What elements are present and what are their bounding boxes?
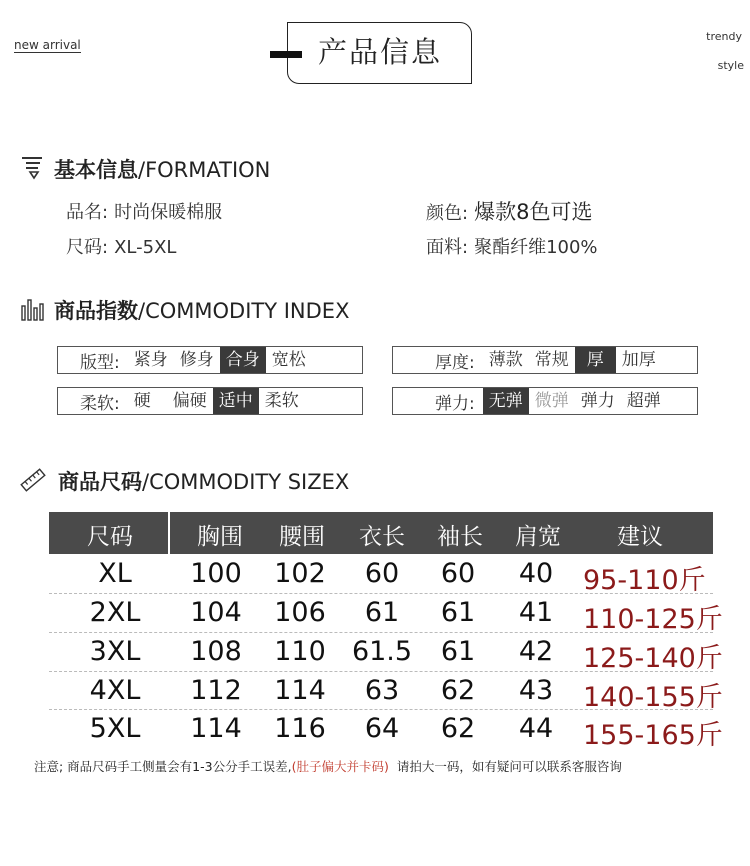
cell-size: 4XL (89, 675, 141, 706)
bar-chart-icon (20, 296, 46, 322)
cell-sleeve: 60 (440, 558, 476, 589)
softness-option: 柔软 (264, 391, 299, 411)
commodity-index-heading: 商品指数/COMMODITY INDEX (54, 299, 350, 323)
cell-chest: 100 (190, 558, 242, 589)
cell-chest: 104 (190, 597, 242, 628)
thickness-option: 常规 (534, 350, 569, 370)
fit-index: 版型: 紧身 修身 合身 宽松 (57, 346, 363, 374)
fit-option: 宽松 (271, 350, 306, 370)
size-range-row: 尺码: XL-5XL (66, 237, 177, 258)
row-divider (49, 593, 713, 594)
cell-waist: 110 (274, 636, 326, 667)
row-divider (49, 632, 713, 633)
softness-option: 偏硬 (172, 391, 207, 411)
cell-sleeve: 62 (440, 675, 476, 706)
page-title: 产品信息 (318, 35, 443, 69)
size-chart-heading: 商品尺码/COMMODITY SIZEX (58, 470, 350, 494)
cell-length: 60 (364, 558, 400, 589)
title-dash-icon (270, 51, 302, 58)
cell-length: 61.5 (351, 636, 413, 667)
trendy-tag: trendy (706, 30, 742, 43)
cell-sleeve: 61 (440, 597, 476, 628)
new-arrival-tag: new arrival (14, 38, 81, 52)
elasticity-index: 弹力: 无弹 微弹 弹力 超弹 (392, 387, 698, 415)
col-header-sleeve: 袖长 (437, 524, 483, 550)
cell-size: 3XL (89, 636, 141, 667)
cell-chest: 112 (190, 675, 242, 706)
col-header-size: 尺码 (87, 524, 133, 550)
cell-waist: 106 (274, 597, 326, 628)
cell-shoulder: 42 (518, 636, 554, 667)
fit-option: 紧身 (133, 350, 168, 370)
cell-length: 64 (364, 713, 400, 744)
cell-suggestion: 125-140斤 (583, 643, 723, 674)
elasticity-option: 微弹 (534, 391, 569, 411)
cell-chest: 108 (190, 636, 242, 667)
cell-chest: 114 (190, 713, 242, 744)
col-header-chest: 胸围 (197, 524, 243, 550)
thickness-index: 厚度: 薄款 常规 厚 加厚 (392, 346, 698, 374)
col-header-suggestion: 建议 (617, 524, 663, 550)
cell-sleeve: 61 (440, 636, 476, 667)
cell-sleeve: 62 (440, 713, 476, 744)
header-divider (168, 512, 170, 554)
cell-suggestion: 110-125斤 (583, 604, 723, 635)
cell-size: 5XL (89, 713, 141, 744)
cell-suggestion: 95-110斤 (583, 565, 706, 596)
softness-option: 硬 (133, 391, 151, 411)
cell-shoulder: 44 (518, 713, 554, 744)
col-header-length: 衣长 (359, 524, 405, 550)
basic-info-heading: 基本信息/FORMATION (54, 158, 271, 182)
row-divider (49, 709, 713, 710)
ruler-icon (20, 467, 46, 493)
cell-length: 63 (364, 675, 400, 706)
elasticity-option-selected: 无弹 (483, 388, 529, 414)
cell-size: 2XL (89, 597, 141, 628)
info-list-icon (20, 154, 46, 180)
row-divider (49, 671, 713, 672)
elasticity-option: 超弹 (626, 391, 661, 411)
col-header-waist: 腰围 (279, 524, 325, 550)
softness-option-selected: 适中 (213, 388, 259, 414)
style-tag: style (717, 59, 744, 72)
thickness-option: 薄款 (488, 350, 523, 370)
cell-suggestion: 155-165斤 (583, 720, 723, 751)
cell-shoulder: 43 (518, 675, 554, 706)
cell-suggestion: 140-155斤 (583, 682, 723, 713)
elasticity-option: 弹力 (580, 391, 615, 411)
cell-length: 61 (364, 597, 400, 628)
product-name-row: 品名: 时尚保暖棉服 (66, 202, 223, 223)
col-header-shoulder: 肩宽 (515, 524, 561, 550)
fabric-row: 面料: 聚酯纤维100% (426, 237, 598, 258)
fit-option: 修身 (179, 350, 214, 370)
cell-shoulder: 40 (518, 558, 554, 589)
thickness-option-selected: 厚 (575, 347, 616, 373)
cell-shoulder: 41 (518, 597, 554, 628)
softness-index: 柔软: 硬 偏硬 适中 柔软 (57, 387, 363, 415)
cell-size: XL (98, 558, 132, 589)
cell-waist: 114 (274, 675, 326, 706)
size-note: 注意; 商品尺码手工侧量会有1-3公分手工误差,(肚子偏大并卡码) 请拍大一码，如有疑问可以联系客服咨询 (34, 759, 622, 774)
color-row: 颜色: 爆款8色可选 (426, 200, 593, 224)
cell-waist: 116 (274, 713, 326, 744)
thickness-option: 加厚 (621, 350, 656, 370)
cell-waist: 102 (274, 558, 326, 589)
fit-option-selected: 合身 (220, 347, 266, 373)
